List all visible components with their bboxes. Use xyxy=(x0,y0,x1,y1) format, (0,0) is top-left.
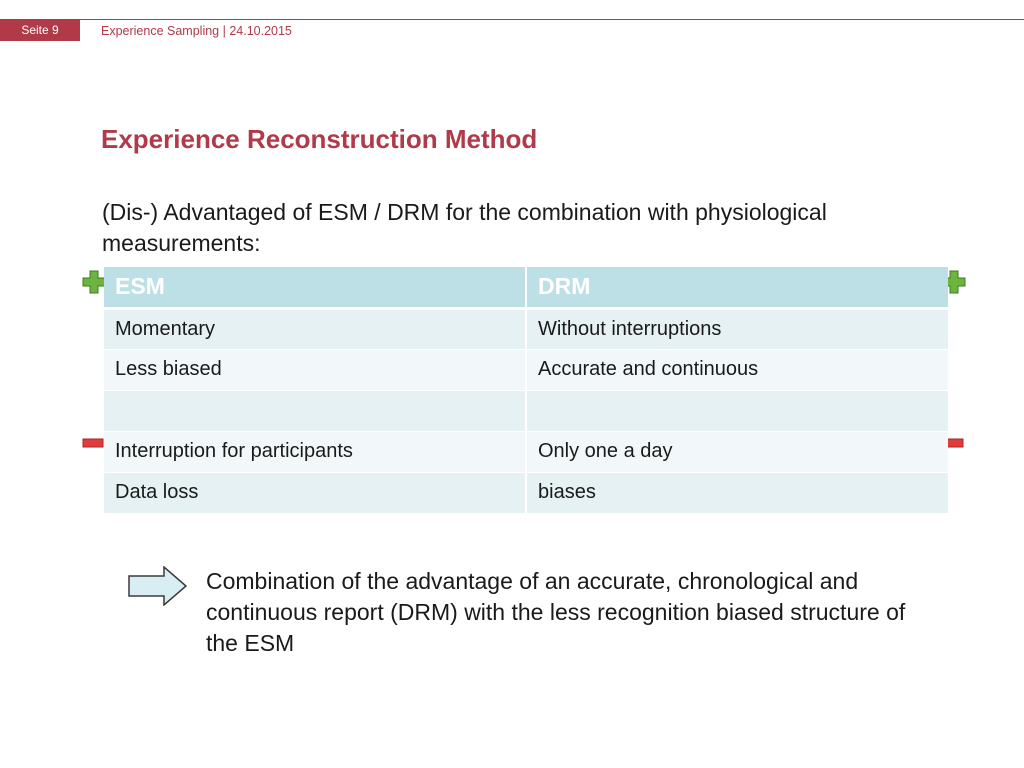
table-cell: Momentary xyxy=(104,308,526,349)
table-row xyxy=(104,390,948,431)
slide-title: Experience Reconstruction Method xyxy=(101,124,538,154)
table-row xyxy=(104,431,948,472)
header-esm: ESM xyxy=(104,267,526,308)
table-row xyxy=(104,349,948,390)
right-arrow-icon xyxy=(128,566,188,606)
table-header-row xyxy=(104,267,948,308)
table-cell: Only one a day xyxy=(526,431,948,472)
comparison-table-container xyxy=(104,267,948,514)
header-info: Experience Sampling | 24.10.2015 xyxy=(101,24,292,38)
comparison-table xyxy=(104,267,948,514)
table-cell: Interruption for participants xyxy=(104,431,526,472)
table-cell: biases xyxy=(526,472,948,513)
table-cell: Without interruptions xyxy=(526,308,948,349)
minus-icon xyxy=(82,438,104,448)
page-number-badge: Seite 9 xyxy=(0,19,80,41)
table-cell xyxy=(104,390,526,431)
table-row xyxy=(104,472,948,513)
table-cell: Less biased xyxy=(104,349,526,390)
intro-text: (Dis-) Advantaged of ESM / DRM for the combination with physiological measurements: xyxy=(102,199,827,256)
table-cell: Accurate and continuous xyxy=(526,349,948,390)
conclusion-text: Combination of the advantage of an accurate, chronological and continuous report (DRM) with the less recognition biased structure of the ESM xyxy=(206,568,906,656)
table-cell xyxy=(526,390,948,431)
table-row xyxy=(104,308,948,349)
plus-icon xyxy=(82,270,106,294)
header-drm: DRM xyxy=(526,267,948,308)
table-cell: Data loss xyxy=(104,472,526,513)
header-rule xyxy=(0,19,1024,20)
